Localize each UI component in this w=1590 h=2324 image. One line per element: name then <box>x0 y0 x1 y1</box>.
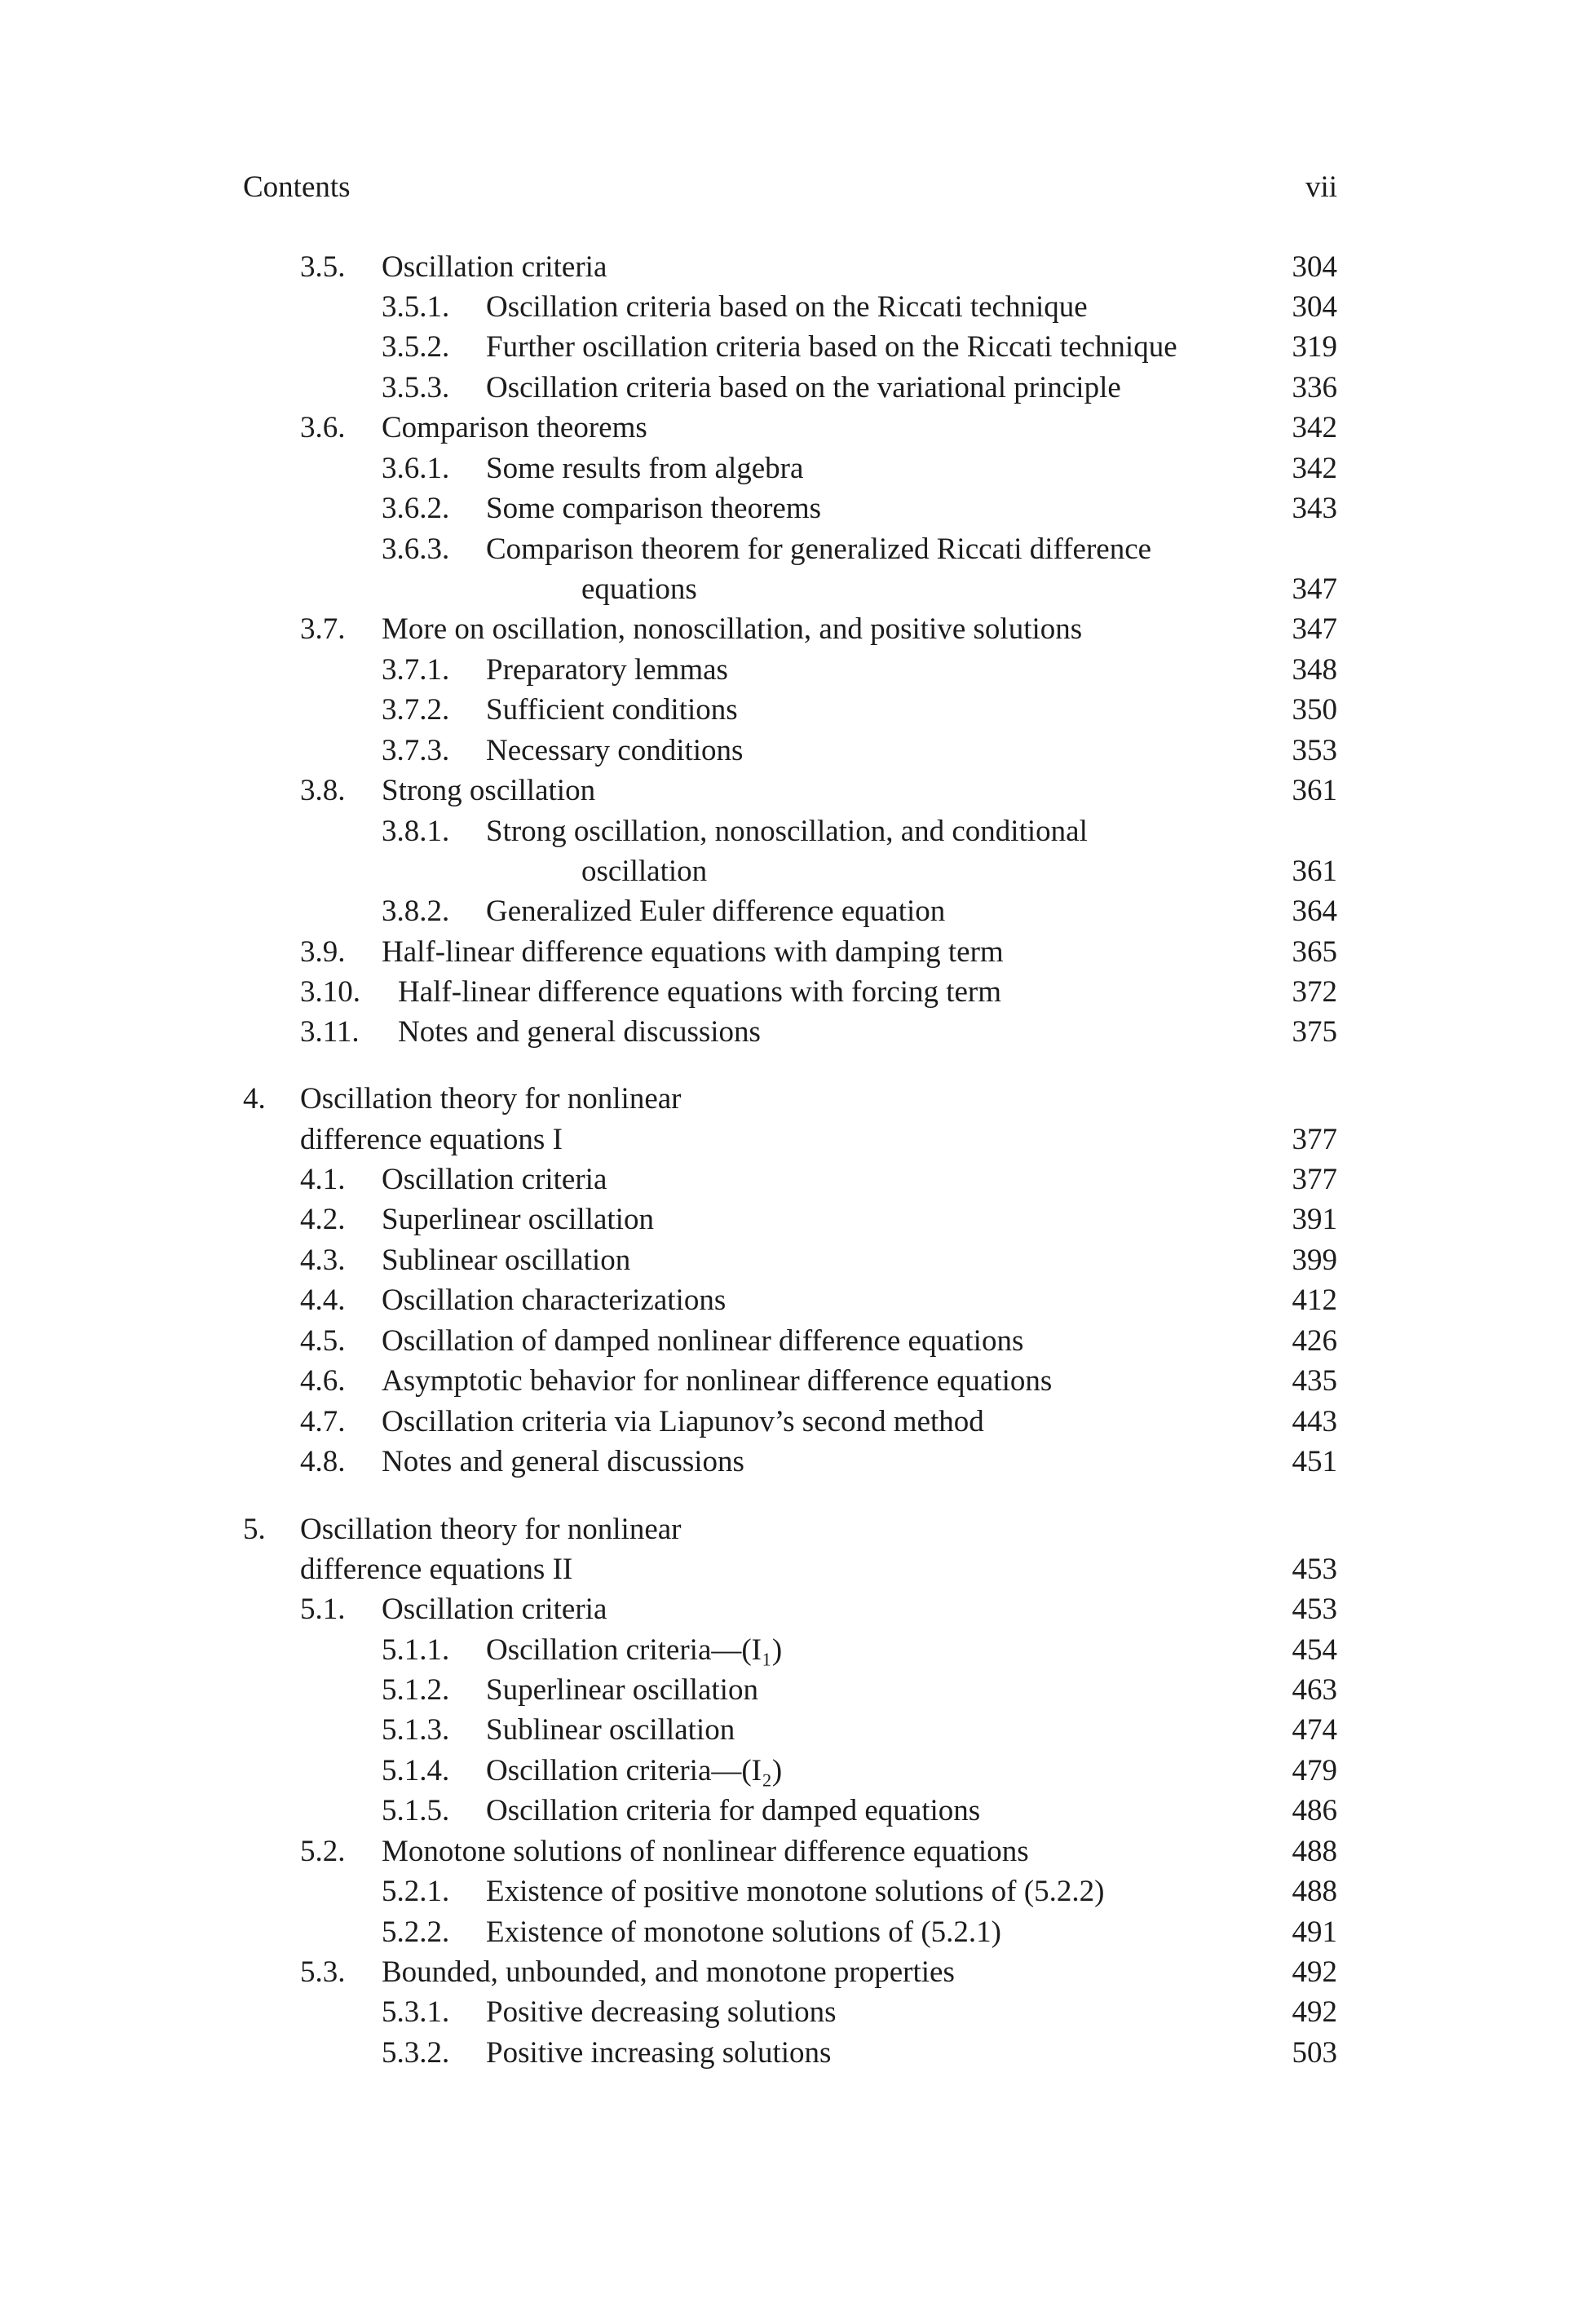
toc-entry-section[interactable] <box>243 1952 1337 1993</box>
toc-entry-number: 4.3. <box>300 1244 346 1277</box>
toc-entry-number: 3.5. <box>300 250 346 284</box>
toc-entry-subsection[interactable] <box>243 448 1337 489</box>
toc-entry-section[interactable] <box>243 408 1337 448</box>
toc-entry-title: Oscillation theory for nonlinear <box>300 1082 682 1116</box>
toc-entry-page: 435 <box>1292 1364 1337 1398</box>
toc-entry-number: 5.3. <box>300 1955 346 1989</box>
toc-entry-page: 304 <box>1292 250 1337 284</box>
toc-entry-title: Oscillation of damped nonlinear difference equations <box>382 1324 1024 1358</box>
toc-entry-subsection[interactable] <box>243 1630 1337 1671</box>
toc-entry-title: Monotone solutions of nonlinear difference equations <box>382 1835 1029 1868</box>
toc-entry-title: Superlinear oscillation <box>382 1203 654 1236</box>
toc-entry-number: 4.8. <box>300 1445 346 1478</box>
toc-entry-page: 350 <box>1292 693 1337 727</box>
toc-entry-number: 3.8.1. <box>382 815 450 848</box>
toc-entry-title: Oscillation characterizations <box>382 1284 727 1317</box>
toc-entry-section[interactable] <box>243 1831 1337 1872</box>
toc-entry-page: 347 <box>1292 572 1337 606</box>
toc-entry-title: More on oscillation, nonoscillation, and positive solutions <box>382 612 1083 646</box>
toc-entry-number: 5.1.3. <box>382 1713 450 1747</box>
toc-entry-title: Oscillation criteria—(I₂) <box>486 1754 783 1787</box>
toc-entry-title: Comparison theorem for generalized Riccati difference <box>486 532 1152 566</box>
toc-entry-page: 336 <box>1292 371 1337 404</box>
toc-entry-title: Some comparison theorems <box>486 492 822 525</box>
toc-entry-title: Oscillation criteria—(I₁) <box>486 1633 783 1667</box>
toc-entry-continuation[interactable] <box>243 1120 1337 1160</box>
toc-entry-section[interactable] <box>243 932 1337 973</box>
toc-entry-page: 353 <box>1292 734 1337 767</box>
toc-entry-section[interactable] <box>243 972 1337 1013</box>
running-head-title: Contents <box>243 170 351 204</box>
toc-entry-number: 3.8. <box>300 774 346 807</box>
toc-entry-page: 454 <box>1292 1633 1337 1667</box>
toc-entry-subsection[interactable] <box>243 2033 1337 2074</box>
toc-entry-title: Asymptotic behavior for nonlinear difference equations <box>382 1364 1053 1398</box>
toc-entry-title: Some results from algebra <box>486 452 804 485</box>
toc-entry-page: 488 <box>1292 1875 1337 1908</box>
toc-entry-page: 492 <box>1292 1955 1337 1989</box>
toc-entry-title: Oscillation criteria via Liapunov’s second method <box>382 1405 984 1438</box>
toc-entry-section[interactable] <box>243 1200 1337 1240</box>
toc-entry-page: 304 <box>1292 290 1337 324</box>
toc-entry-subsection[interactable] <box>243 650 1337 691</box>
toc-entry-number: 5.2.2. <box>382 1915 450 1949</box>
toc-entry-subsection[interactable] <box>243 1912 1337 1953</box>
toc-entry-page: 492 <box>1292 1995 1337 2029</box>
toc-entry-continuation[interactable] <box>243 851 1337 892</box>
toc-entry-number: 3.5.2. <box>382 330 450 364</box>
toc-entry-number: 3.7.2. <box>382 693 450 727</box>
toc-entry-title: Oscillation criteria <box>382 1163 607 1196</box>
toc-entry-section[interactable] <box>243 1589 1337 1630</box>
toc-entry-number: 5.3.2. <box>382 2036 450 2070</box>
toc-entry-number: 5.1.2. <box>382 1673 450 1707</box>
toc-entry-number: 4.4. <box>300 1284 346 1317</box>
toc-entry-title: Necessary conditions <box>486 734 744 767</box>
toc-entry-continuation[interactable] <box>243 1549 1337 1590</box>
toc-entry-number: 5.1.5. <box>382 1794 450 1827</box>
toc-entry-number: 3.6.2. <box>382 492 450 525</box>
toc-entry-page: 361 <box>1292 774 1337 807</box>
toc-entry-page: 319 <box>1292 330 1337 364</box>
toc-entry-number: 4. <box>243 1082 266 1116</box>
toc-entry-number: 5.1.4. <box>382 1754 450 1787</box>
toc-entry-subsection[interactable] <box>243 529 1337 570</box>
toc-entry-subsection[interactable] <box>243 368 1337 409</box>
toc-entry-page: 479 <box>1292 1754 1337 1787</box>
toc-entry-title: equations <box>581 572 697 606</box>
toc-entry-title: Sublinear oscillation <box>382 1244 631 1277</box>
toc-entry-title: Bounded, unbounded, and monotone properties <box>382 1955 955 1989</box>
toc-entry-number: 3.5.1. <box>382 290 450 324</box>
toc-entry-page: 377 <box>1292 1123 1337 1156</box>
toc-entry-title: Existence of positive monotone solutions of (5.2.2) <box>486 1875 1105 1908</box>
toc-entry-page: 364 <box>1292 895 1337 928</box>
toc-entry-subsection[interactable] <box>243 891 1337 932</box>
toc-entry-number: 3.6.3. <box>382 532 450 566</box>
toc-entry-title: Superlinear oscillation <box>486 1673 758 1707</box>
toc-entry-number: 4.7. <box>300 1405 346 1438</box>
toc-entry-section[interactable] <box>243 771 1337 811</box>
toc-entry-section[interactable] <box>243 247 1337 288</box>
toc-entry-number: 5.1.1. <box>382 1633 450 1667</box>
toc-entry-subsection[interactable] <box>243 488 1337 529</box>
toc-entry-title: Positive increasing solutions <box>486 2036 832 2070</box>
toc-entry-page: 451 <box>1292 1445 1337 1478</box>
toc-entry-page: 426 <box>1292 1324 1337 1358</box>
toc-entry-number: 5. <box>243 1513 266 1546</box>
toc-entry-title: Oscillation theory for nonlinear <box>300 1513 682 1546</box>
toc-entry-page: 453 <box>1292 1553 1337 1586</box>
toc-entry-section[interactable] <box>243 1280 1337 1321</box>
toc-entry-title: Strong oscillation, nonoscillation, and conditional <box>486 815 1088 848</box>
toc-entry-page: 347 <box>1292 612 1337 646</box>
toc-entry-number: 3.7. <box>300 612 346 646</box>
toc-entry-number: 3.7.3. <box>382 734 450 767</box>
toc-entry-page: 412 <box>1292 1284 1337 1317</box>
toc-entry-section[interactable] <box>243 1321 1337 1362</box>
toc-entry-number: 3.10. <box>300 975 360 1009</box>
toc-entry-page: 361 <box>1292 855 1337 888</box>
toc-entry-title: Notes and general discussions <box>382 1445 744 1478</box>
toc-entry-title: Half-linear difference equations with forcing term <box>398 975 1002 1009</box>
toc-entry-number: 5.3.1. <box>382 1995 450 2029</box>
toc-entry-title: Further oscillation criteria based on the Riccati technique <box>486 330 1177 364</box>
toc-entry-page: 399 <box>1292 1244 1337 1277</box>
toc-entry-number: 5.2.1. <box>382 1875 450 1908</box>
toc-entry-number: 3.9. <box>300 935 346 969</box>
toc-entry-subsection[interactable] <box>243 731 1337 771</box>
toc-entry-page: 377 <box>1292 1163 1337 1196</box>
toc-entry-page: 491 <box>1292 1915 1337 1949</box>
toc-entry-subsection[interactable] <box>243 327 1337 368</box>
toc-entry-title: Preparatory lemmas <box>486 653 728 687</box>
toc-entry-page: 474 <box>1292 1713 1337 1747</box>
toc-entry-title: Oscillation criteria <box>382 1593 607 1626</box>
toc-entry-number: 3.5.3. <box>382 371 450 404</box>
toc-entry-page: 503 <box>1292 2036 1337 2070</box>
toc-entry-number: 4.5. <box>300 1324 346 1358</box>
toc-entry-title: difference equations II <box>300 1553 573 1586</box>
toc-entry-subsection[interactable] <box>243 1992 1337 2033</box>
toc-entry-title: Existence of monotone solutions of (5.2.1) <box>486 1915 1001 1949</box>
toc-entry-page: 453 <box>1292 1593 1337 1626</box>
toc-entry-number: 5.2. <box>300 1835 346 1868</box>
toc-entry-subsection[interactable] <box>243 690 1337 731</box>
toc-entry-title: Oscillation criteria <box>382 250 607 284</box>
toc-entry-section[interactable] <box>243 609 1337 650</box>
toc-entry-section[interactable] <box>243 1402 1337 1443</box>
toc-entry-page: 375 <box>1292 1015 1337 1049</box>
toc-entry-chapter[interactable] <box>243 1509 1337 1550</box>
toc-entry-number: 5.1. <box>300 1593 346 1626</box>
toc-entry-number: 4.2. <box>300 1203 346 1236</box>
toc-entry-title: Strong oscillation <box>382 774 596 807</box>
table-of-contents <box>243 0 1337 2324</box>
toc-entry-title: Positive decreasing solutions <box>486 1995 837 2029</box>
toc-entry-subsection[interactable] <box>243 1710 1337 1751</box>
running-head-page-number: vii <box>1305 170 1337 204</box>
toc-entry-number: 3.6.1. <box>382 452 450 485</box>
toc-entry-subsection[interactable] <box>243 1751 1337 1792</box>
toc-entry-title: Notes and general discussions <box>398 1015 761 1049</box>
toc-entry-page: 488 <box>1292 1835 1337 1868</box>
toc-entry-title: Oscillation criteria based on the Riccati technique <box>486 290 1088 324</box>
toc-entry-number: 4.1. <box>300 1163 346 1196</box>
toc-entry-subsection[interactable] <box>243 1670 1337 1711</box>
toc-entry-page: 486 <box>1292 1794 1337 1827</box>
toc-entry-number: 3.7.1. <box>382 653 450 687</box>
toc-entry-number: 4.6. <box>300 1364 346 1398</box>
toc-entry-page: 342 <box>1292 452 1337 485</box>
toc-entry-title: Oscillation criteria for damped equations <box>486 1794 981 1827</box>
toc-entry-number: 3.6. <box>300 411 346 444</box>
toc-entry-page: 365 <box>1292 935 1337 969</box>
toc-entry-subsection[interactable] <box>243 287 1337 328</box>
toc-entry-section[interactable] <box>243 1012 1337 1053</box>
toc-entry-title: Oscillation criteria based on the variational principle <box>486 371 1121 404</box>
toc-entry-title: Comparison theorems <box>382 411 647 444</box>
toc-entry-subsection[interactable] <box>243 1791 1337 1831</box>
toc-entry-page: 463 <box>1292 1673 1337 1707</box>
toc-entry-title: Generalized Euler difference equation <box>486 895 946 928</box>
toc-entry-section[interactable] <box>243 1361 1337 1402</box>
toc-entry-title: Half-linear difference equations with damping term <box>382 935 1004 969</box>
toc-entry-title: difference equations I <box>300 1123 563 1156</box>
toc-entry-number: 3.11. <box>300 1015 360 1049</box>
toc-entry-section[interactable] <box>243 1442 1337 1482</box>
toc-entry-section[interactable] <box>243 1160 1337 1200</box>
toc-entry-page: 343 <box>1292 492 1337 525</box>
toc-entry-page: 348 <box>1292 653 1337 687</box>
toc-entry-title: oscillation <box>581 855 708 888</box>
toc-entry-chapter[interactable] <box>243 1079 1337 1120</box>
toc-entry-page: 443 <box>1292 1405 1337 1438</box>
toc-entry-title: Sublinear oscillation <box>486 1713 735 1747</box>
toc-entry-title: Sufficient conditions <box>486 693 738 727</box>
toc-entry-page: 342 <box>1292 411 1337 444</box>
toc-entry-page: 372 <box>1292 975 1337 1009</box>
toc-entry-subsection[interactable] <box>243 1871 1337 1912</box>
toc-entry-page: 391 <box>1292 1203 1337 1236</box>
toc-entry-section[interactable] <box>243 1240 1337 1281</box>
toc-entry-number: 3.8.2. <box>382 895 450 928</box>
toc-entry-continuation[interactable] <box>243 569 1337 610</box>
toc-entry-subsection[interactable] <box>243 811 1337 852</box>
